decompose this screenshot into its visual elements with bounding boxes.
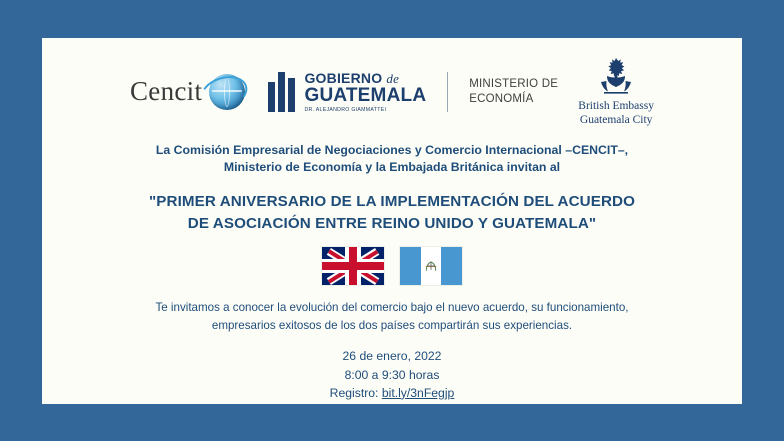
gobierno-guatemala-logo xyxy=(268,71,558,113)
event-title-line-1: "PRIMER ANIVERSARIO DE LA IMPLEMENTACIÓN DEL ACUERDO xyxy=(148,193,636,211)
event-title xyxy=(149,191,635,235)
event-title-line-2: DE ASOCIACIÓN ENTRE REINO UNIDO Y GUATEMALA" xyxy=(187,215,597,233)
gobierno-line2: GUATEMALA xyxy=(304,84,427,106)
registration-line xyxy=(330,384,455,402)
cencit-logo xyxy=(130,73,248,111)
globe-icon xyxy=(204,73,248,111)
logo-row xyxy=(82,56,702,128)
registration-link[interactable]: bit.ly/3nFegjp xyxy=(381,385,455,400)
cencit-wordmark: Cencit xyxy=(130,76,203,107)
logo-divider xyxy=(447,72,448,112)
united-kingdom-flag xyxy=(322,247,384,285)
guatemala-flag xyxy=(400,247,462,285)
gobierno-line1-italic: de xyxy=(386,70,400,86)
gobierno-line1: GOBIERNO xyxy=(304,69,383,86)
embassy-wordmark xyxy=(578,100,654,128)
ministerio-economia-label xyxy=(469,77,558,106)
flags-row xyxy=(322,247,462,285)
royal-crest-icon xyxy=(595,56,637,98)
body-text: Te invitamos a conocer la evolución del comercio bajo el nuevo acuerdo, su funcionamiento, empresarios exitosos de los dos países compartirán sus experiencias. xyxy=(155,301,629,333)
intro-line-1: La Comisión Empresarial de Negociaciones y Comercio Internacional –CENCIT–, xyxy=(155,142,629,157)
embassy-line1: British Embassy xyxy=(578,100,654,112)
event-date: 26 de enero, 2022 xyxy=(342,349,442,364)
gobierno-bars-icon xyxy=(268,72,295,112)
intro-text xyxy=(156,142,628,178)
gobierno-line3: DR. ALEJANDRO GIAMMATTEI xyxy=(304,106,387,113)
registration-label: Registro: xyxy=(329,385,382,400)
british-embassy-logo xyxy=(578,56,654,128)
ministerio-line1: MINISTERIO DE xyxy=(469,78,559,91)
embassy-line2: Guatemala City xyxy=(579,113,653,126)
invitation-card xyxy=(42,38,742,404)
gobierno-wordmark xyxy=(304,71,426,113)
event-details xyxy=(330,347,455,402)
intro-line-2: Ministerio de Economía y la Embajada Británica invitan al xyxy=(223,160,561,175)
ministerio-line2: ECONOMÍA xyxy=(469,92,534,105)
event-time: 8:00 a 9:30 horas xyxy=(344,367,440,382)
